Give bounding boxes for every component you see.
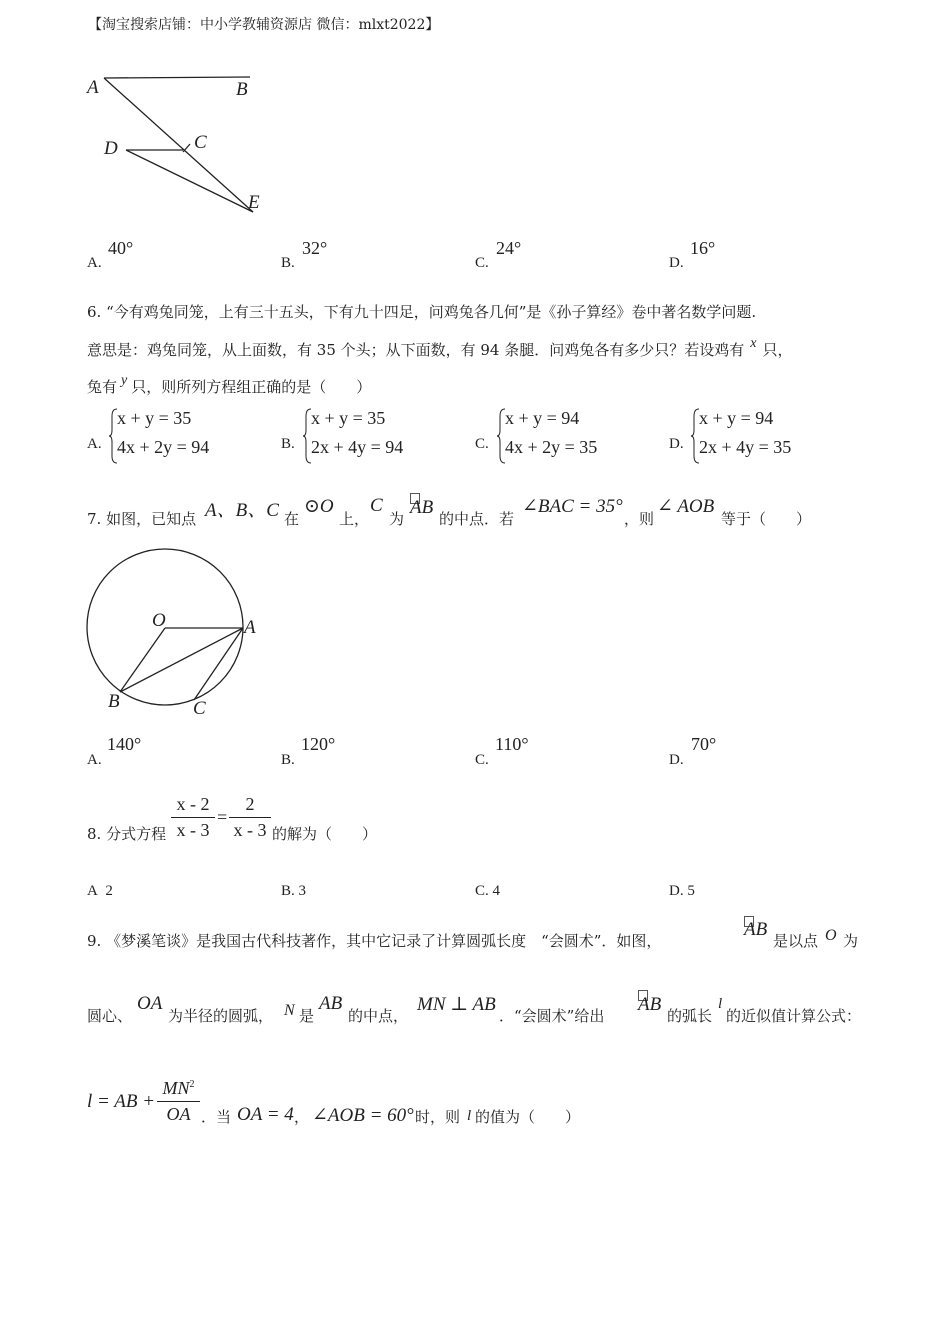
- q7-option-d-letter: D.: [669, 752, 684, 768]
- q6-var-x: x: [750, 336, 757, 351]
- q9-perpendicular: MN ⊥ AB: [417, 994, 496, 1015]
- q7-text-1: 7. 如图，已知点: [87, 510, 197, 528]
- q8-option-d-letter: D.: [669, 883, 684, 899]
- q9-condition-angle: ∠AOB = 60°: [312, 1105, 414, 1126]
- q8-rhs-denominator: x - 3: [233, 820, 267, 840]
- q7-text-5: 的中点．若: [439, 510, 515, 528]
- q9-line-1-text: 9. 《梦溪笔谈》是我国古代科技著作，其中它记录了计算圆弧长度 “会圆术”．如图，: [87, 932, 662, 950]
- q8-option-d-value: 5: [687, 883, 695, 899]
- q9-line-2-d: 的中点，: [348, 1007, 409, 1025]
- label-o: O: [152, 610, 166, 631]
- q9-formula-lhs: l = AB +: [87, 1091, 156, 1112]
- q7-option-c-value: 110°: [495, 734, 529, 754]
- q7-option-c-letter: C.: [475, 752, 489, 768]
- q9-point-o: O: [825, 927, 837, 944]
- label-b: B: [108, 691, 120, 712]
- label-e: E: [248, 192, 260, 213]
- q5-option-b-letter: B.: [281, 255, 295, 271]
- q7-text-6: ，则: [624, 510, 655, 528]
- q8-lhs-numerator: x - 2: [171, 794, 215, 818]
- q9-line-2-f: 的弧长: [667, 1007, 713, 1025]
- q6-option-b-eq1: x + y = 35: [311, 408, 386, 428]
- q8-option-a-value: 2: [105, 883, 113, 899]
- q9-point-n: N: [284, 1002, 295, 1019]
- label-c: C: [193, 698, 206, 719]
- q5-option-d-letter: D.: [669, 255, 684, 271]
- q8-option-b-value: 3: [298, 883, 307, 899]
- q9-arc-ab-2: AB: [638, 994, 662, 1015]
- q7-text-2: 在: [284, 510, 300, 528]
- q6-option-c-eq2: 4x + 2y = 35: [505, 437, 598, 457]
- q7-option-a-letter: A.: [87, 752, 102, 768]
- q6-option-b-letter: B.: [281, 436, 295, 452]
- q9-formula-numerator: [157, 1078, 200, 1102]
- q9-line-1-b: 是以点: [773, 932, 819, 950]
- segment-ab: [104, 77, 250, 78]
- q8-option-c-value: 4: [492, 883, 501, 899]
- q6-line-3: [87, 373, 372, 397]
- q9-line-3-a: ．当: [201, 1108, 232, 1126]
- label-c: C: [194, 132, 207, 153]
- q6-option-a-eq1: x + y = 35: [117, 408, 192, 428]
- q9-formula-fraction: [157, 1078, 200, 1125]
- q7-option-a-value: 140°: [107, 734, 142, 754]
- q5-option-a-value: 40°: [108, 238, 134, 258]
- q9-ab: AB: [319, 993, 343, 1014]
- q6-option-d-eq1: x + y = 94: [699, 408, 774, 428]
- q5-option-a-letter: A.: [87, 255, 102, 271]
- q5-option-c-value: 24°: [496, 238, 522, 258]
- segment-de: [126, 150, 253, 212]
- q7-points: A、B、C: [205, 500, 279, 521]
- q7-figure: [80, 545, 270, 725]
- q5-figure: [80, 68, 280, 228]
- q8-option-b: [281, 883, 306, 900]
- q8-lhs-fraction: [171, 794, 215, 841]
- q8-rhs-fraction: [229, 794, 271, 841]
- q7-point-c: C: [370, 495, 383, 516]
- label-d: D: [104, 138, 118, 159]
- q9-formula-mn: MN: [162, 1078, 190, 1098]
- q8-text-1: 8. 分式方程: [87, 825, 167, 843]
- segment-ab: [120, 628, 243, 692]
- q7-option-b-letter: B.: [281, 752, 295, 768]
- segment-ac: [194, 628, 243, 700]
- q8-lhs-denominator: x - 3: [176, 820, 210, 840]
- q6-option-b-eq2: 2x + 4y = 94: [311, 437, 404, 457]
- q8-text-2: 的解为（ ）: [272, 825, 378, 843]
- q9-formula-denominator: OA: [166, 1104, 191, 1124]
- q5-option-c-letter: C.: [475, 255, 489, 271]
- q8-option-c: [475, 883, 500, 900]
- label-a: A: [244, 617, 256, 638]
- q8-option-b-letter: B.: [281, 883, 295, 899]
- q9-oa: OA: [137, 993, 163, 1014]
- segment-ae: [104, 78, 253, 212]
- q7-given-angle: ∠BAC = 35°: [522, 496, 623, 517]
- q6-option-c-letter: C.: [475, 436, 489, 452]
- q7-target-angle: ∠ AOB: [657, 496, 715, 517]
- q5-option-d-value: 16°: [690, 238, 716, 258]
- q7-text-7: 等于（ ）: [721, 510, 812, 528]
- q7-circle: ⊙O: [304, 496, 334, 517]
- q8-option-d: [669, 883, 695, 900]
- q9-line-2-a: 圆心、: [87, 1007, 133, 1025]
- q8-option-a: [87, 883, 113, 900]
- q9-line-2-g: 的近似值计算公式：: [726, 1007, 862, 1025]
- q9-l-2: l: [467, 1108, 472, 1124]
- q8-option-c-letter: C.: [475, 883, 489, 899]
- q6-option-a-eq2: 4x + 2y = 94: [117, 437, 210, 457]
- segment-ob: [120, 628, 165, 692]
- q9-line-2-b: 为半径的圆弧，: [168, 1007, 274, 1025]
- q6-option-a-letter: A.: [87, 436, 102, 452]
- q9-line-1-c: 为: [843, 932, 859, 950]
- q9-line-3-d: 的值为（ ）: [475, 1108, 581, 1126]
- q6-line-2-end: 只，: [762, 341, 793, 359]
- q9-l-1: l: [718, 996, 723, 1012]
- label-a: A: [87, 77, 99, 98]
- q6-line-2-text: 意思是：鸡兔同笼，从上面数，有 35 个头；从下面数，有 94 条腿．问鸡兔各有多少只？若设鸡有: [87, 341, 745, 359]
- q7-arc-ab: AB: [410, 497, 434, 518]
- q9-condition-oa: OA = 4: [237, 1104, 294, 1125]
- q9-line-3-c: 时，则: [415, 1108, 461, 1126]
- q9-line-2-c: 是: [299, 1007, 315, 1025]
- q8-rhs-numerator: 2: [229, 794, 271, 818]
- q6-line-2: [87, 336, 793, 360]
- q6-option-c-eq1: x + y = 94: [505, 408, 580, 428]
- q6-line-3-text: 兔有: [87, 378, 118, 396]
- segment-bc: [183, 144, 190, 152]
- q9-formula-sup: 2: [189, 1079, 195, 1090]
- q9-arc-ab-1: AB: [744, 919, 768, 940]
- q7-option-b-value: 120°: [301, 734, 336, 754]
- q6-option-d-eq2: 2x + 4y = 35: [699, 437, 792, 457]
- q9-line-3-b: ，: [294, 1108, 310, 1126]
- q6-option-d-letter: D.: [669, 436, 684, 452]
- q5-option-b-value: 32°: [302, 238, 328, 258]
- q8-option-a-letter: A: [87, 883, 98, 899]
- page-header: 【淘宝搜索店铺：中小学教辅资源店 微信：mlxt2022】: [88, 17, 440, 33]
- q9-line-2-e: ．“会圆术”给出: [499, 1007, 605, 1025]
- q7-text-4: 为: [389, 510, 405, 528]
- q6-line-3-end: 只，则所列方程组正确的是（ ）: [131, 378, 372, 396]
- q6-line-1: 6. “今有鸡兔同笼，上有三十五头，下有九十四足，问鸡兔各几何”是《孙子算经》卷中著名数学问题.: [87, 303, 757, 321]
- q7-text-3: 上，: [339, 510, 370, 528]
- label-b: B: [236, 79, 248, 100]
- q8-equals: =: [217, 807, 228, 827]
- q7-option-d-value: 70°: [691, 734, 717, 754]
- q6-var-y: y: [121, 373, 128, 388]
